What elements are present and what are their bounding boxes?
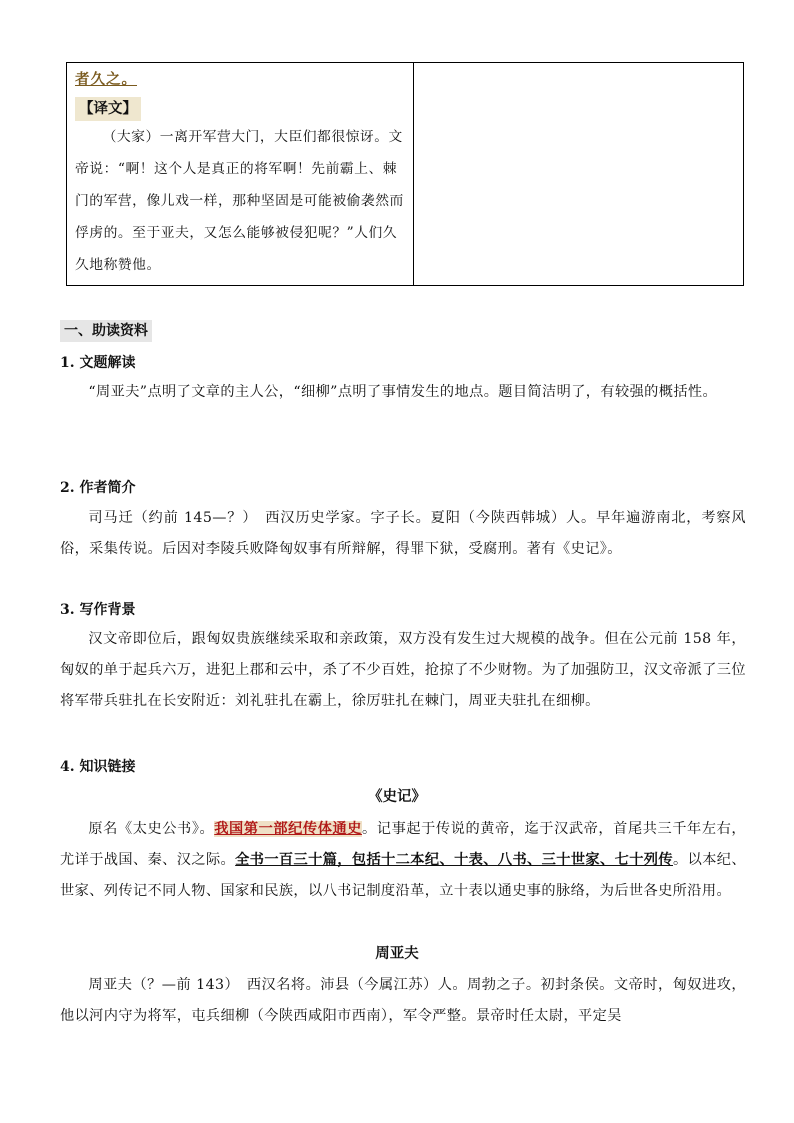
text-translation-table	[66, 62, 744, 286]
shiji-text-part3: 。以本纪、世家、列传记不同人物、国家和民族，以八书记制度沿革，立十表以通史事的脉络，为后世各史所沿用。	[60, 852, 746, 899]
translation-cell	[67, 63, 414, 286]
section-heading-reading-materials: 一、助读资料	[60, 320, 152, 342]
title-interpretation-text: “周亚夫”点明了文章的主人公，“细柳”点明了事情发生的地点。题目简洁明了，有较强的概括性。	[88, 384, 718, 400]
empty-notes-cell	[414, 63, 744, 286]
shiji-bold-underline: 全书一百三十篇，包括十二本纪、十表、八书、三十世家、七十列传	[235, 852, 673, 868]
zhou-yafu-subtitle: 周亚夫	[375, 945, 419, 962]
writing-background-text: 汉文帝即位后，跟匈奴贵族继续采取和亲政策，双方没有发生过大规模的战争。但在公元前 158 年，匈奴的单于起兵六万，进犯上郡和云中，杀了不少百姓，抢掠了不少财物。为了加强防卫，汉文帝派了三位将军带兵驻扎在长安附近：刘礼驻扎在霸上，徐厉驻扎在棘门，周亚夫驻扎在细柳。	[60, 631, 746, 709]
shiji-subtitle: 《史记》	[368, 788, 426, 805]
heading-author-intro: 2. 作者简介	[60, 480, 136, 496]
translation-label: 【译文】	[75, 97, 141, 121]
shiji-text-part1: 原名《太史公书》。	[88, 821, 215, 837]
author-intro-text: 司马迁（约前 145—？） 西汉历史学家。字子长。夏阳（今陕西韩城）人。早年遍游南北，考察风俗，采集传说。后因对李陵兵败降匈奴事有所辩解，得罪下狱，受腐刑。著有《史记》。	[60, 510, 746, 557]
original-text-tail: 者久之。	[75, 71, 137, 88]
shiji-text-part2: 。记事起于传说的黄帝，迄于汉武帝，首尾共三千年左右，尤详于战国、秦、汉之际。	[60, 821, 746, 868]
shiji-text	[60, 814, 746, 907]
heading-title-interpretation: 1. 文题解读	[60, 355, 136, 371]
shiji-highlight: 我国第一部纪传体通史	[214, 821, 363, 837]
heading-writing-background: 3. 写作背景	[60, 602, 136, 618]
heading-knowledge-link: 4. 知识链接	[60, 759, 136, 775]
translation-text: （大家）一离开军营大门，大臣们都很惊讶。文帝说：“啊！这个人是真正的将军啊！先前霸上、棘门的军营，像儿戏一样，那种坚固是可能被偷袭然而俘虏的。至于亚夫，又怎么能够被侵犯呢？”人们久久地称赞他。	[75, 129, 404, 273]
zhou-yafu-text: 周亚夫（？—前 143） 西汉名将。沛县（今属江苏）人。周勃之子。初封条侯。文帝时，匈奴进攻，他以河内守为将军，屯兵细柳（今陕西咸阳市西南），军令严整。景帝时任太尉，平定吴	[60, 977, 746, 1024]
